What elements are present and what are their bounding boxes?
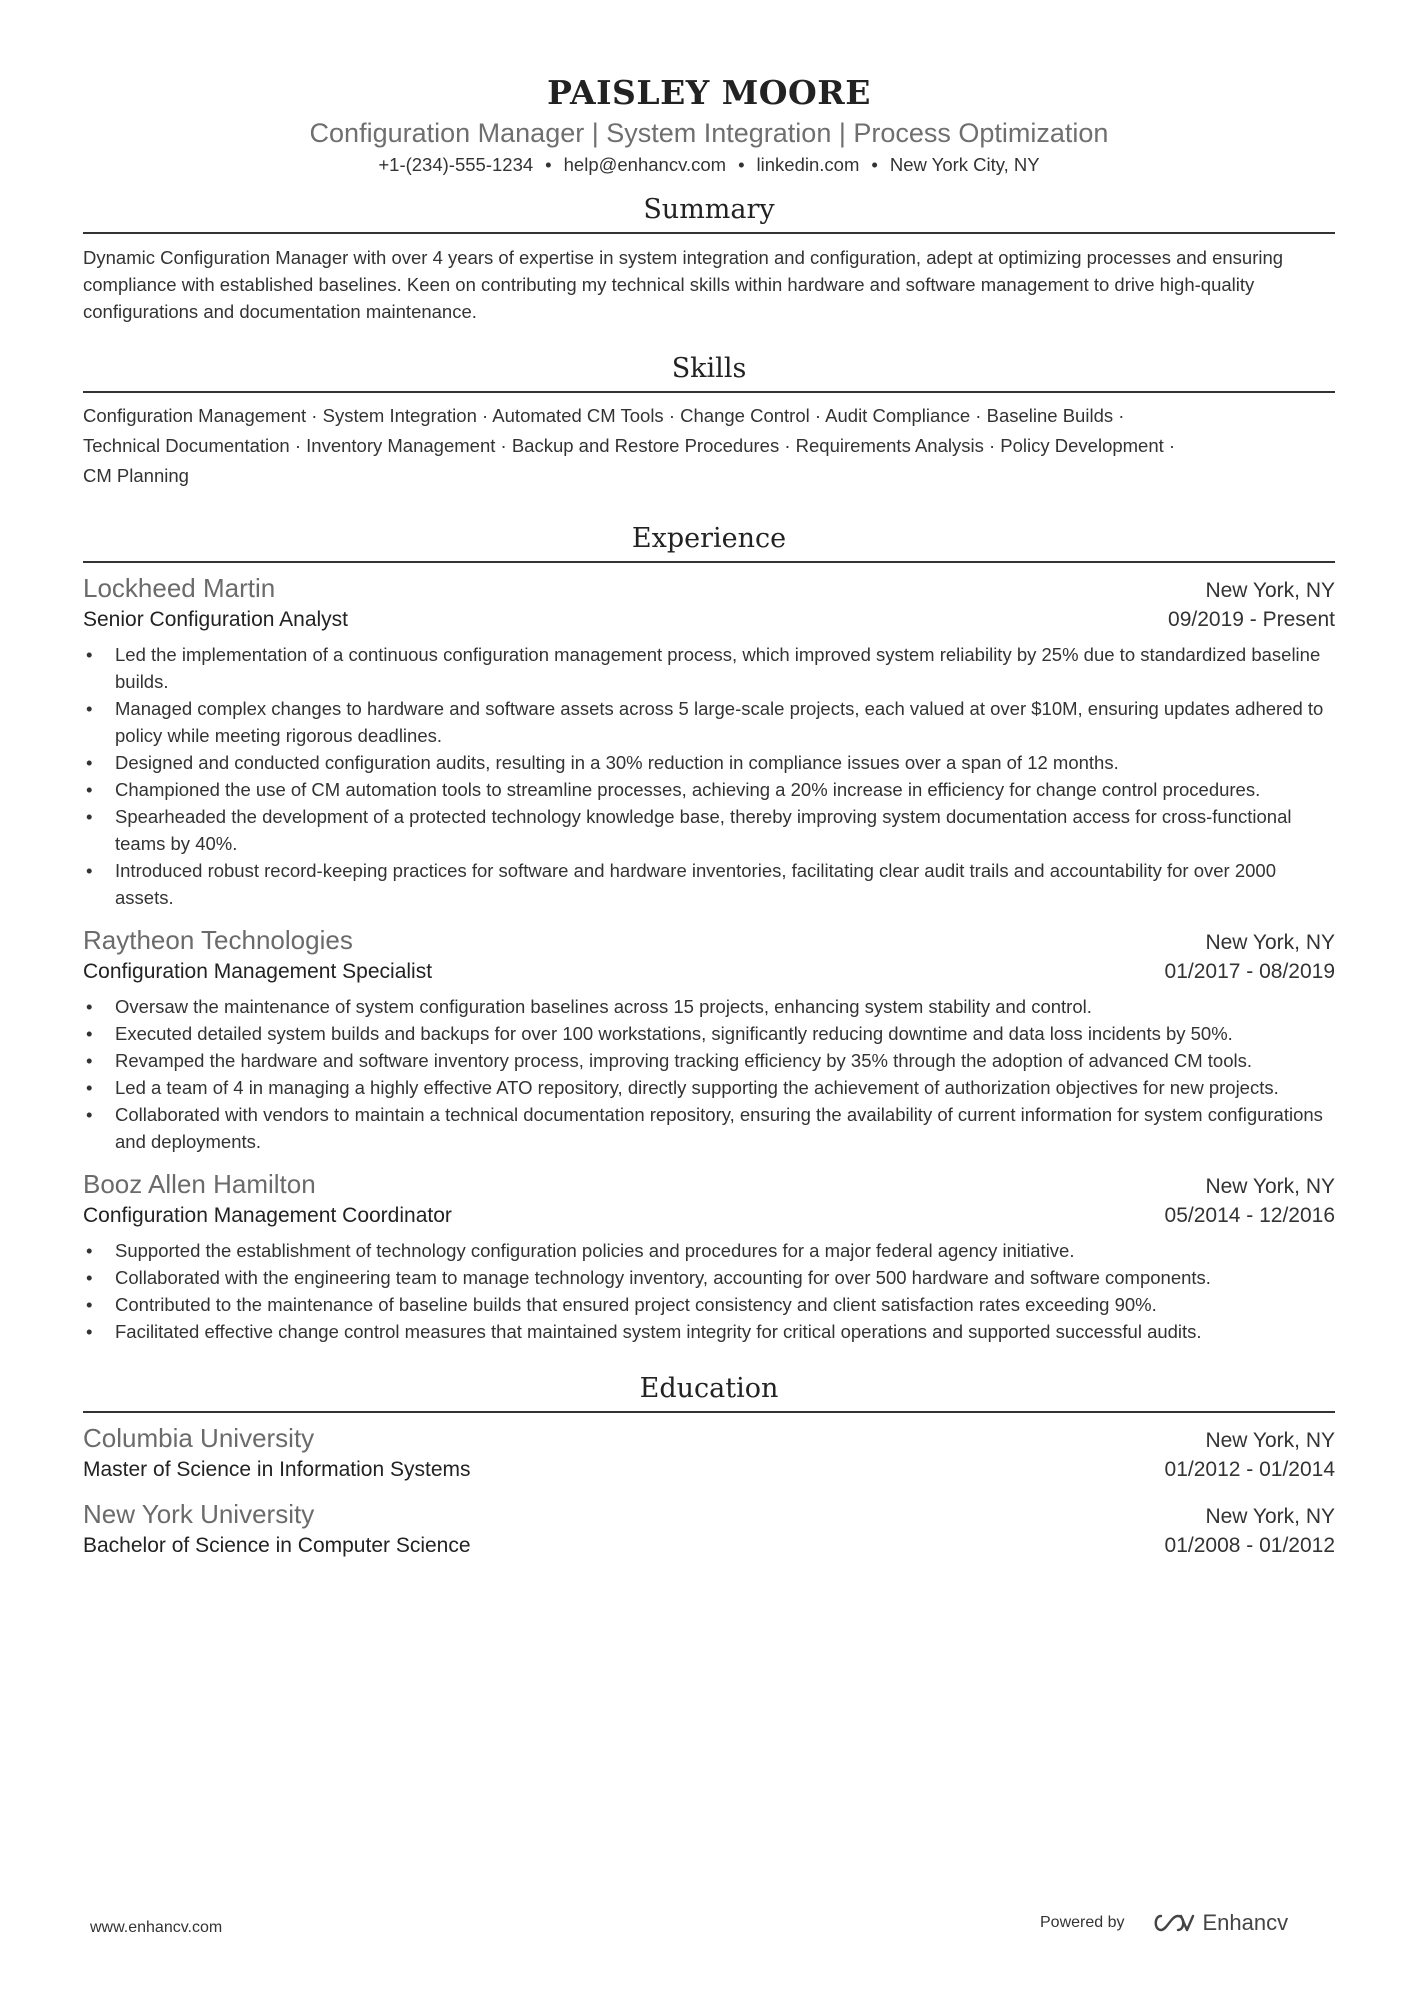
job-entry xyxy=(83,571,1335,911)
separator-dot: • xyxy=(871,154,878,175)
skill-item: Audit Compliance xyxy=(825,405,971,426)
job-title: Configuration Management Coordinator xyxy=(83,1204,452,1227)
skill-item: Automated CM Tools xyxy=(492,405,664,426)
bullet-item: • Collaborated with the engineering team to manage technology inventory, accounting for over 500 hardware and software components. xyxy=(83,1264,1335,1291)
location: New York City, NY xyxy=(889,154,1040,175)
linkedin-link[interactable]: linkedin.com xyxy=(756,154,860,175)
bullet-item: • Executed detailed system builds and backups for over 100 workstations, significantly reducing downtime and data loss incidents by 50%. xyxy=(83,1020,1335,1047)
brand-name: Enhancv xyxy=(1202,1910,1289,1935)
job-entry xyxy=(83,1167,1335,1345)
job-location: New York, NY xyxy=(1205,1175,1335,1198)
job-location: New York, NY xyxy=(1205,579,1335,602)
skill-item: Change Control xyxy=(680,405,810,426)
job-bullets xyxy=(83,641,1335,911)
section-title-education: Education xyxy=(639,1373,779,1404)
enhancv-logo-icon xyxy=(1151,1912,1195,1934)
degree: Master of Science in Information Systems xyxy=(83,1458,471,1481)
section-title-experience: Experience xyxy=(631,523,787,554)
candidate-name: PAISLEY MOORE xyxy=(547,73,871,112)
skill-item: System Integration xyxy=(322,405,477,426)
section-divider xyxy=(83,1411,1335,1413)
section-divider xyxy=(83,391,1335,393)
skill-item: Baseline Builds xyxy=(986,405,1114,426)
bullet-item: • Introduced robust record-keeping practices for software and hardware inventories, facilitating clear audit trails and accountability for over 2000 assets. xyxy=(83,857,1335,911)
skill-item: Inventory Management xyxy=(306,435,496,456)
skill-item: Configuration Management xyxy=(83,405,307,426)
school-name: New York University xyxy=(83,1499,315,1529)
job-title: Senior Configuration Analyst xyxy=(83,608,348,631)
bullet-item: • Revamped the hardware and software inventory process, improving tracking efficiency by 35% through the adoption of advanced CM tools. xyxy=(83,1047,1335,1074)
education-dates: 01/2008 - 01/2012 xyxy=(1164,1534,1335,1557)
skills-section xyxy=(83,351,1335,491)
education-entry xyxy=(83,1497,1335,1561)
job-bullets xyxy=(83,993,1335,1155)
skills-list: Configuration Management · System Integration · Automated CM Tools · Change Control · Audit Compliance · Baseline Builds · Technical Documentation · Inventory Management · Backup and Restore Procedures · Requirements Analysis · Policy Development · CM Planning xyxy=(83,405,1176,486)
footer-branding xyxy=(1040,1910,1288,1936)
job-dates: 01/2017 - 08/2019 xyxy=(1164,960,1335,983)
powered-by-label: Powered by xyxy=(1040,1914,1125,1931)
school-location: New York, NY xyxy=(1205,1429,1335,1452)
bullet-item: • Supported the establishment of technology configuration policies and procedures for a major federal agency initiative. xyxy=(83,1237,1335,1264)
summary-section xyxy=(83,192,1335,325)
section-title-summary: Summary xyxy=(643,194,775,225)
job-entry xyxy=(83,923,1335,1155)
school-location: New York, NY xyxy=(1205,1505,1335,1528)
company-name: Lockheed Martin xyxy=(83,573,276,603)
experience-section xyxy=(83,521,1335,1345)
skill-item: Technical Documentation xyxy=(83,435,290,456)
contact-line xyxy=(83,152,1335,178)
skill-item: Backup and Restore Procedures xyxy=(511,435,780,456)
section-title-skills: Skills xyxy=(671,353,747,384)
education-dates: 01/2012 - 01/2014 xyxy=(1164,1458,1335,1481)
bullet-item: • Designed and conducted configuration audits, resulting in a 30% reduction in compliance issues over a span of 12 months. xyxy=(83,749,1335,776)
job-dates: 05/2014 - 12/2016 xyxy=(1164,1204,1335,1227)
bullet-item: • Contributed to the maintenance of baseline builds that ensured project consistency and client satisfaction rates exceeding 90%. xyxy=(83,1291,1335,1318)
education-entry xyxy=(83,1421,1335,1485)
summary-text: Dynamic Configuration Manager with over 4 years of expertise in system integration and configuration, adept at optimizing processes and ensuring compliance with established baselines. Keen on contributing my technical skills within hardware and software management to drive high-quality configurations and documentation maintenance. xyxy=(83,247,1284,322)
skill-item: CM Planning xyxy=(83,465,189,486)
bullet-item: • Championed the use of CM automation tools to streamline processes, achieving a 20% increase in efficiency for change control procedures. xyxy=(83,776,1335,803)
bullet-item: • Facilitated effective change control measures that maintained system integrity for critical operations and supported successful audits. xyxy=(83,1318,1335,1345)
bullet-item: • Oversaw the maintenance of system configuration baselines across 15 projects, enhancing system stability and control. xyxy=(83,993,1335,1020)
bullet-item: • Led a team of 4 in managing a highly effective ATO repository, directly supporting the achievement of authorization objectives for new projects. xyxy=(83,1074,1335,1101)
bullet-item: • Spearheaded the development of a protected technology knowledge base, thereby improving system documentation access for cross-functional teams by 40%. xyxy=(83,803,1335,857)
section-divider xyxy=(83,561,1335,563)
skill-item: Policy Development xyxy=(1000,435,1164,456)
phone: +1-(234)-555-1234 xyxy=(378,154,534,175)
footer-website-link[interactable]: www.enhancv.com xyxy=(90,1919,223,1936)
separator-dot: • xyxy=(545,154,552,175)
separator-dot: • xyxy=(738,154,745,175)
resume-header xyxy=(83,0,1335,178)
section-divider xyxy=(83,232,1335,234)
education-section xyxy=(83,1371,1335,1561)
bullet-item: • Led the implementation of a continuous configuration management process, which improved system reliability by 25% due to standardized baseline builds. xyxy=(83,641,1335,695)
company-name: Booz Allen Hamilton xyxy=(83,1169,316,1199)
skill-item: Requirements Analysis xyxy=(795,435,984,456)
bullet-item: • Collaborated with vendors to maintain a technical documentation repository, ensuring the availability of current information for system configurations and deployments. xyxy=(83,1101,1335,1155)
school-name: Columbia University xyxy=(83,1423,315,1453)
company-name: Raytheon Technologies xyxy=(83,925,353,955)
resume-page xyxy=(83,0,1335,1561)
candidate-headline: Configuration Manager | System Integration | Process Optimization xyxy=(309,118,1109,148)
job-location: New York, NY xyxy=(1205,931,1335,954)
bullet-item: • Managed complex changes to hardware and software assets across 5 large-scale projects, each valued at over $10M, ensuring updates adhered to policy while meeting rigorous deadlines. xyxy=(83,695,1335,749)
job-bullets xyxy=(83,1237,1335,1345)
job-title: Configuration Management Specialist xyxy=(83,960,433,983)
degree: Bachelor of Science in Computer Science xyxy=(83,1534,471,1557)
email-link[interactable]: help@enhancv.com xyxy=(563,154,727,175)
job-dates: 09/2019 - Present xyxy=(1168,608,1335,631)
enhancv-logo[interactable] xyxy=(1151,1910,1289,1936)
